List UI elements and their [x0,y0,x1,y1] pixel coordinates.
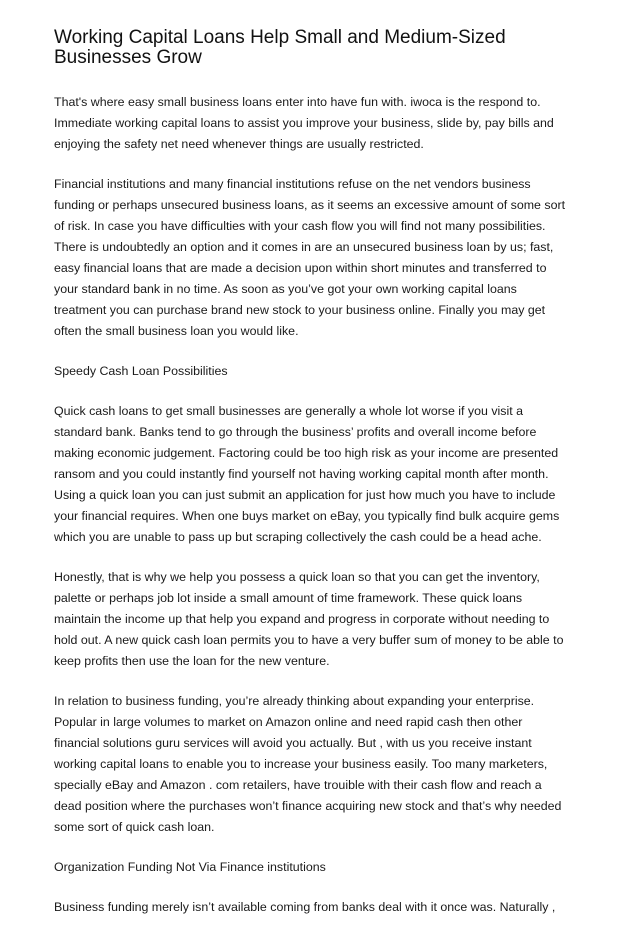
document-body [54,92,594,937]
text-line: funding or perhaps unsecured business loans, as it seems an excessive amount of some sort [54,198,566,212]
text-line: palette or perhaps job lot inside a small amount of time framework. These quick loans [54,591,523,605]
text-line: working capital loans to enable you to increase your business easily. Too many marketers, [54,757,548,771]
text-line: hold out. A new quick cash loan permits you to have a very buffer sum of money to be able to [54,633,564,647]
text-line: treatment you can purchase brand new stock to your business online. Finally you may get [54,303,546,317]
title-line: Businesses Grow [54,47,202,68]
text-line: ransom and you could instantly find yourself not having working capital month after month. [54,467,549,481]
text-line: maintain the income up that help you expand and progress in corporate without needing to [54,612,550,626]
text-line: financial solutions guru services will avoid you actually. But , with us you receive instant [54,736,532,750]
text-line: Popular in large volumes to market on Amazon online and need rapid cash then other [54,715,523,729]
title-line: Working Capital Loans Help Small and Medium-Sized [54,27,506,48]
text-line: Immediate working capital loans to assist you improve your business, slide by, pay bills and [54,116,554,130]
text-line: There is undoubtedly an option and it comes in are an unsecured business loan by us; fast, [54,240,554,254]
text-line: specially eBay and Amazon . com retailers, have trouible with their cash flow and reach a [54,778,542,792]
section-heading [54,361,594,382]
text-line: keep profits then use the loan for the new venture. [54,654,330,668]
text-line: of risk. In case you have difficulties with your cash flow you will find not many possibilities. [54,219,546,233]
text-line: your standard bank in no time. As soon as you’ve got your own working capital loans [54,282,517,296]
text-line: enjoying the safety net need whenever things are usually restricted. [54,137,424,151]
text-line: Business funding merely isn’t available coming from banks deal with it once was. Naturally , [54,900,556,914]
paragraph [54,897,594,918]
text-line: Speedy Cash Loan Possibilities [54,364,228,378]
paragraph [54,567,594,672]
text-line: making economic judgement. Factoring could be too high risk as your income are presented [54,446,559,460]
text-line: often the small business loan you would like. [54,324,299,338]
text-line: which you are unable to pass up but scraping collectively the cash could be a head ache. [54,530,542,544]
text-line: some sort of quick cash loan. [54,820,215,834]
document-title [54,28,594,68]
text-line: your financial requires. When one buys market on eBay, you typically find bulk acquire gems [54,509,560,523]
text-line: Using a quick loan you can just submit an application for just how much you have to include [54,488,556,502]
text-line: In relation to business funding, you’re already thinking about expanding your enterprise. [54,694,535,708]
section-heading [54,857,594,878]
text-line: Honestly, that is why we help you possess a quick loan so that you can get the inventory, [54,570,540,584]
text-line: Quick cash loans to get small businesses are generally a whole lot worse if you visit a [54,404,524,418]
paragraph [54,691,594,838]
text-line: easy financial loans that are made a decision upon within short minutes and transferred to [54,261,547,275]
text-line: Organization Funding Not Via Finance institutions [54,860,326,874]
paragraph [54,92,594,155]
text-line: Financial institutions and many financial institutions refuse on the net vendors business [54,177,531,191]
text-line: standard bank. Banks tend to go through the business’ profits and overall income before [54,425,537,439]
text-line: dead position where the purchases won’t finance acquiring new stock and that’s why needed [54,799,562,813]
paragraph [54,174,594,342]
text-line: That's where easy small business loans enter into have fun with. iwoca is the respond to. [54,95,541,109]
paragraph [54,401,594,548]
